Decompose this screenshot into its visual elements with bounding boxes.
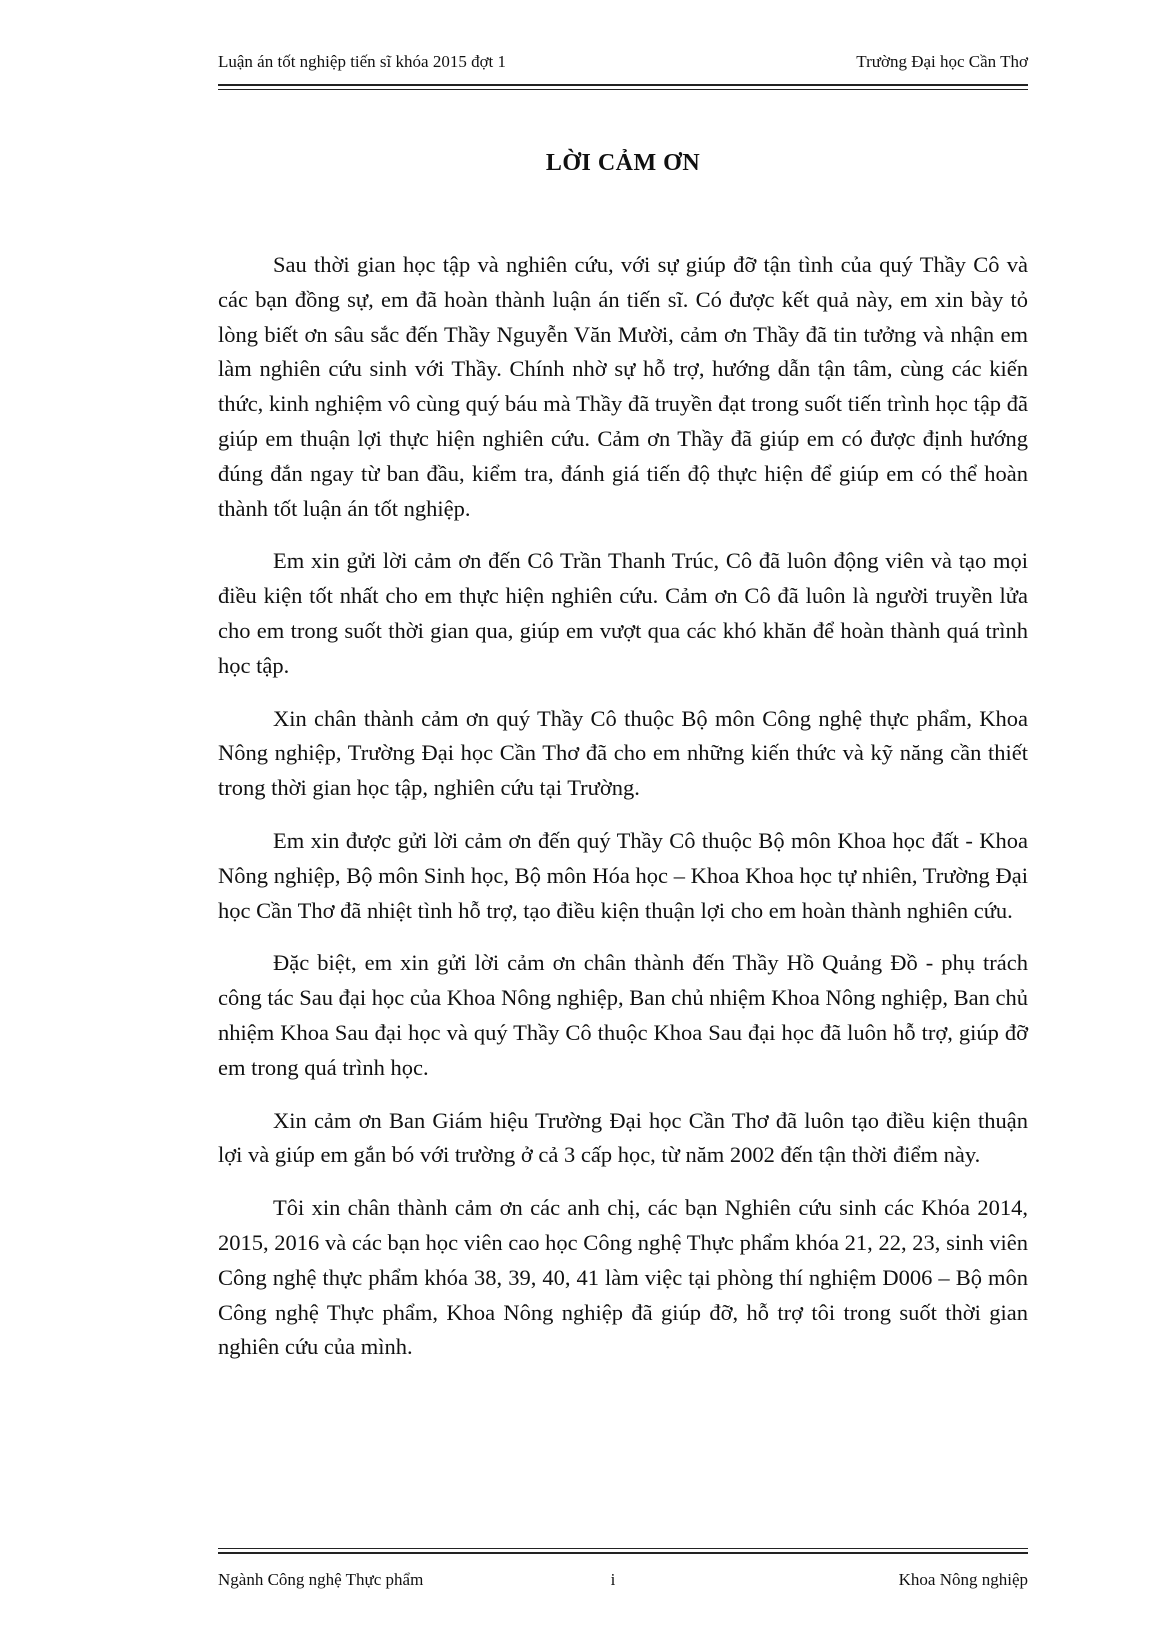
- paragraph: Xin chân thành cảm ơn quý Thầy Cô thuộc Bộ môn Công nghệ thực phẩm, Khoa Nông nghiệp, Trường Đại học Cần Thơ đã cho em những kiến thức và kỹ năng cần thiết trong thời gian học tập, nghiên cứu tại Trường.: [218, 705, 1028, 801]
- page-title: LỜI CẢM ƠN: [545, 150, 701, 176]
- paragraph: Tôi xin chân thành cảm ơn các anh chị, các bạn Nghiên cứu sinh các Khóa 2014, 2015, 2016 và các bạn học viên cao học Công nghệ Thực phẩm khóa 21, 22, 23, sinh viên Công nghệ thực phẩm khóa 38, 39, 40, 41 làm việc tại phòng thí nghiệm D006 – Bộ môn Công nghệ Thực phẩm, Khoa Nông nghiệp đã giúp đỡ, hỗ trợ tôi trong suốt thời gian nghiên cứu của mình.: [218, 1195, 1028, 1360]
- page-number: i: [610, 1570, 616, 1589]
- paragraph: Xin cảm ơn Ban Giám hiệu Trường Đại học Cần Thơ đã luôn tạo điều kiện thuận lợi và giúp em gắn bó với trường ở cả 3 cấp học, từ năm 2002 đến tận thời điểm này.: [218, 1107, 1028, 1168]
- paragraph: Em xin được gửi lời cảm ơn đến quý Thầy Cô thuộc Bộ môn Khoa học đất - Khoa Nông nghiệp, Bộ môn Sinh học, Bộ môn Hóa học – Khoa Khoa học tự nhiên, Trường Đại học Cần Thơ đã nhiệt tình hỗ trợ, tạo điều kiện thuận lợi cho em hoàn thành nghiên cứu.: [218, 827, 1028, 923]
- paragraph: Em xin gửi lời cảm ơn đến Cô Trần Thanh Trúc, Cô đã luôn động viên và tạo mọi điều kiện tốt nhất cho em thực hiện nghiên cứu. Cảm ơn Cô đã luôn là người truyền lửa cho em trong suốt thời gian qua, giúp em vượt qua các khó khăn để hoàn thành quá trình học tập.: [218, 548, 1028, 678]
- paragraph: Sau thời gian học tập và nghiên cứu, với sự giúp đỡ tận tình của quý Thầy Cô và các bạn đồng sự, em đã hoàn thành luận án tiến sĩ. Có được kết quả này, em xin bày tỏ lòng biết ơn sâu sắc đến Thầy Nguyễn Văn Mười, cảm ơn Thầy đã tin tưởng và nhận em làm nghiên cứu sinh với Thầy. Chính nhờ sự hỗ trợ, hướng dẫn tận tâm, cùng các kiến thức, kinh nghiệm vô cùng quý báu mà Thầy đã truyền đạt trong suốt tiến trình học tập đã giúp em thuận lợi thực hiện nghiên cứu. Cảm ơn Thầy đã giúp em có được định hướng đúng đắn ngay từ ban đầu, kiểm tra, đánh giá tiến độ thực hiện để giúp em có thể hoàn thành tốt luận án tốt nghiệp.: [218, 252, 1028, 521]
- acknowledgement-body: [218, 248, 1028, 1383]
- header-university-label: Trường Đại học Cần Thơ: [856, 52, 1028, 71]
- page-footer: [218, 1570, 1028, 1590]
- header-rule: [218, 84, 1028, 90]
- page-header: [218, 52, 1028, 72]
- footer-department-label: Ngành Công nghệ Thực phẩm: [218, 1570, 424, 1589]
- footer-rule: [218, 1548, 1028, 1554]
- paragraph: Đặc biệt, em xin gửi lời cảm ơn chân thành đến Thầy Hồ Quảng Đồ - phụ trách công tác Sau đại học của Khoa Nông nghiệp, Ban chủ nhiệm Khoa Nông nghiệp, Ban chủ nhiệm Khoa Sau đại học và quý Thầy Cô thuộc Khoa Sau đại học đã luôn hỗ trợ, giúp đỡ em trong quá trình học.: [218, 950, 1028, 1080]
- header-thesis-label: Luận án tốt nghiệp tiến sĩ khóa 2015 đợt 1: [218, 52, 507, 71]
- footer-faculty-label: Khoa Nông nghiệp: [898, 1570, 1028, 1589]
